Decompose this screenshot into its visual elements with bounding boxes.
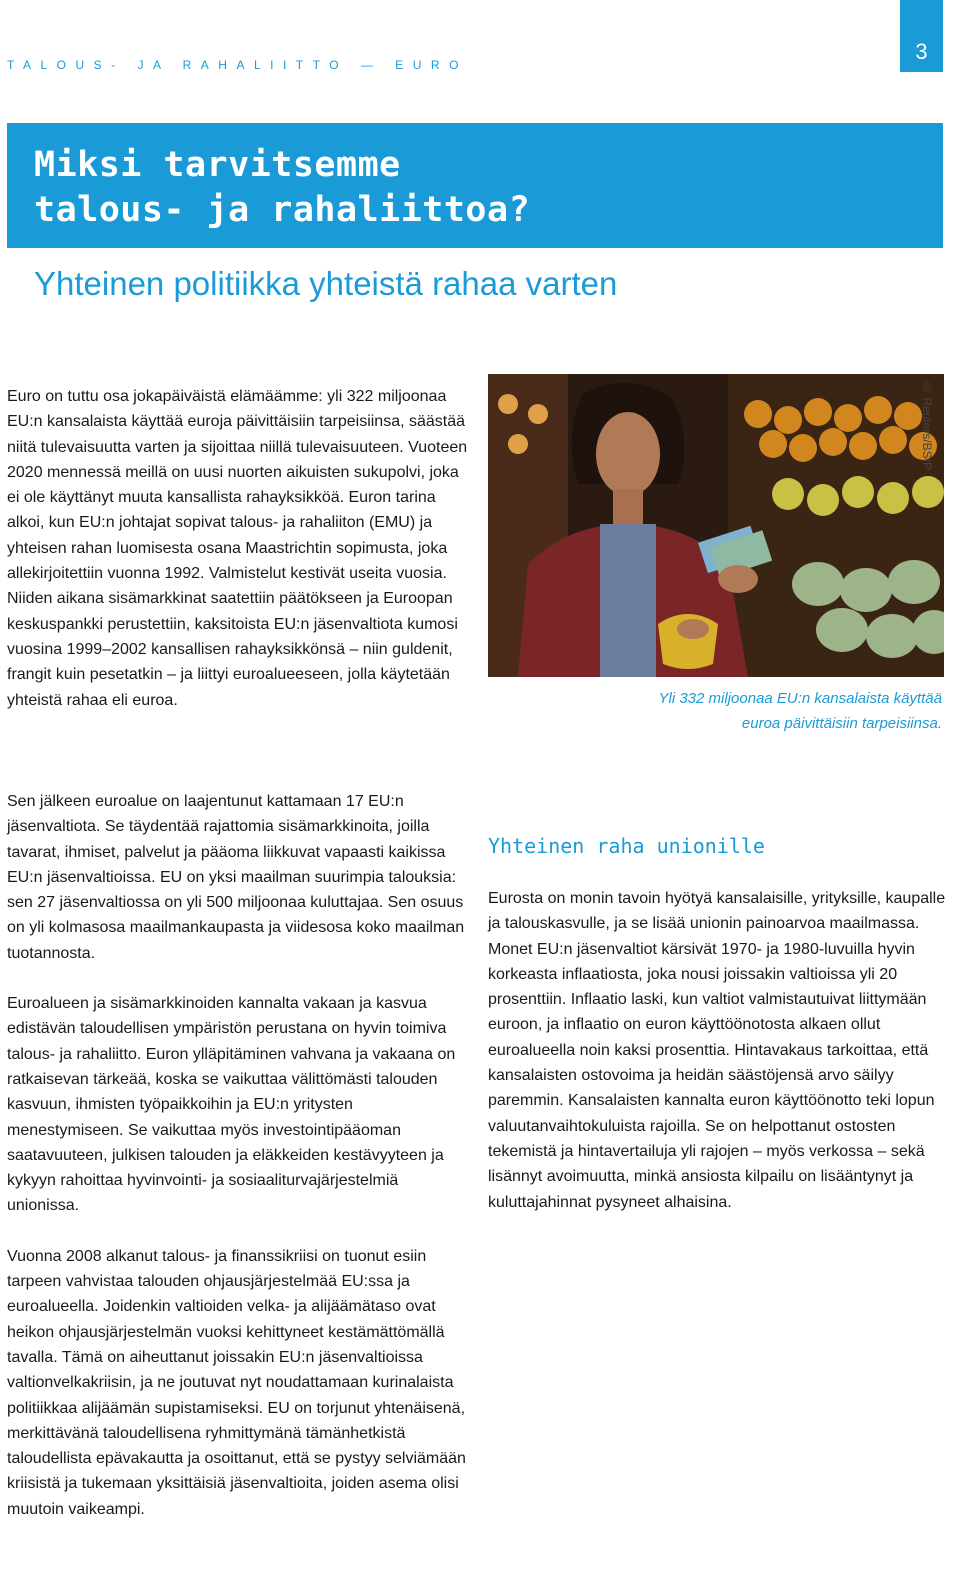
body-paragraph: Euro on tuttu osa jokapäiväistä elämäämme: yli 322 miljoonaa EU:n kansalaista käyttää euroja päivittäisiin tarpeisiinsa, säästää niitä tulevaisuutta varten ja sijoittaa niillä tulevaisuuteen. Vuoteen 2020 mennessä meillä on uusi nuorten aikuisten sukupolvi, joka ei ole käyttänyt muuta kansallista rahayksikköä. Euron tarina alkoi, kun EU:n johtajat sopivat talous- ja rahaliiton (EMU) ja yhteisen rahan luomisesta osana Maastrichtin sopimusta, joka allekirjoitettiin vuonna 1992. Valmistelut kestivät useita vuosia. Niiden aikana sisämarkkinat saatettiin päätökseen ja Euroopan keskuspankki perustettiin, kaksitoista EU:n jäsenvaltiota kumosi vuosina 1999–2002 kansallisen rahayksikkönsä – niin guldenit, frangit kuin pesetatkin – ja liittyi euroalueeseen, jolla käytetään yhteistä rahaa eli euroa. [7,388,468,709]
page-title [34,143,530,233]
photo-credit: © Reuters/BSIP [920,380,934,471]
right-column [488,886,948,1240]
page-number: 3 [900,0,943,72]
running-head: TALOUS- JA RAHALIITTO — EURO [7,58,468,72]
body-paragraph: Eurosta on monin tavoin hyötyä kansalaisille, yrityksille, kaupalle ja talouskasvulle, ja se lisää unionin painoarvoa maailmassa. Monet EU:n jäsenvaltiot kärsivät 1970- ja 1980-luvuilla hyvin korkeasta inflaatiosta, joka nousi joissakin valtioissa yli 20 prosenttiin. Inflaatio laski, kun valtiot valmistautuivat liittymään euroon, ja inflaatio on euron käyttöönotosta alkaen ollut euroalueella noin kaksi prosenttia. Hintavakaus tarkoittaa, että kansalaisten ostovoima ja heidän säästöjensä arvo säilyy paremmin. Kansalaisten kannalta euron käyttöönotto teki lopun valuutanvaihtokuluista rajoilla. Se on helpottanut ostosten tekemistä ja hintavertailuja yli rajojen – myös verkossa – sekä lisännyt avoimuutta, minkä ansiosta kilpailu on lisääntynyt ja kuluttajahinnat pysyneet alhaisina. [488,890,946,1211]
body-paragraph: Sen jälkeen euroalue on laajentunut kattamaan 17 EU:n jäsenvaltiota. Se täydentää rajattomia sisämarkkinoita, joilla tavarat, ihmiset, palvelut ja pääoma liikkuvat vapaasti kaikissa EU:n jäsenvaltioissa. EU on yksi maailman suurimpia talouksia: sen 27 jäsenvaltiossa on yli 500 miljoonaa kuluttajaa. Sen osuus on yli kolmasosa maailmankaupasta ja viidesosa koko maailman tuotannosta. [7,793,465,962]
market-photo [488,374,944,677]
page-subtitle: Yhteinen politiikka yhteistä rahaa varten [34,265,618,302]
body-paragraph: Vuonna 2008 alkanut talous- ja finanssikriisi on tuonut esiin tarpeen vahvistaa talouden ohjausjärjestelmää EU:ssa ja euroalueella. Joidenkin valtioiden velka- ja alijäämätaso ovat heikon ohjausjärjestelmän vuoksi kehittyneet kestämättömällä tavalla. Tämä on aiheuttanut joissakin EU:n jäsenvaltioissa valtionvelkakriisin, ja ne joutuvat nyt noudattamaan kurinalaista politiikkaa alijäämän supistamiseksi. EU on torjunut yhtenäisenä, merkittävänä taloudellisena ryhmittymänä tämänhetkistä taloudellista epävakautta ja osoittanut, että se pystyy selviämään kriisistä ja tukemaan yksittäisiä jäsenvaltioita, joiden asema olisi muutoin vaikeampi. [7,1247,466,1518]
section-heading: Yhteinen raha unionille [488,834,765,858]
page-title-line-1: Miksi tarvitsemme [34,145,401,185]
photo-caption: Yli 332 miljoonaa EU:n kansalaista käyttää euroa päivittäisiin tarpeisiinsa. [658,690,942,732]
page-title-line-2: talous- ja rahaliittoa? [34,190,531,230]
left-column-bottom [7,789,469,1547]
title-band [7,123,943,248]
body-paragraph: Euroalueen ja sisämarkkinoiden kannalta vakaan ja kasvua edistävän taloudellisen ympäristön perustana on hyvin toimiva talous- ja rahaliitto. Euron ylläpitäminen vahvana ja vakaana on ratkaisevan tärkeää, koska se vaikuttaa välittömästi talouden kasvuun, ihmisten työpaikkoihin ja EU:n yritysten menestymiseen. Se vaikuttaa myös investointipääoman saatavuuteen, julkisen talouden ja eläkkeiden kestävyyteen ja kykyyn rahoittaa hyvinvointi- ja sosiaaliturvajärjestelmiä unionissa. [7,995,456,1215]
left-column-top [7,384,469,738]
